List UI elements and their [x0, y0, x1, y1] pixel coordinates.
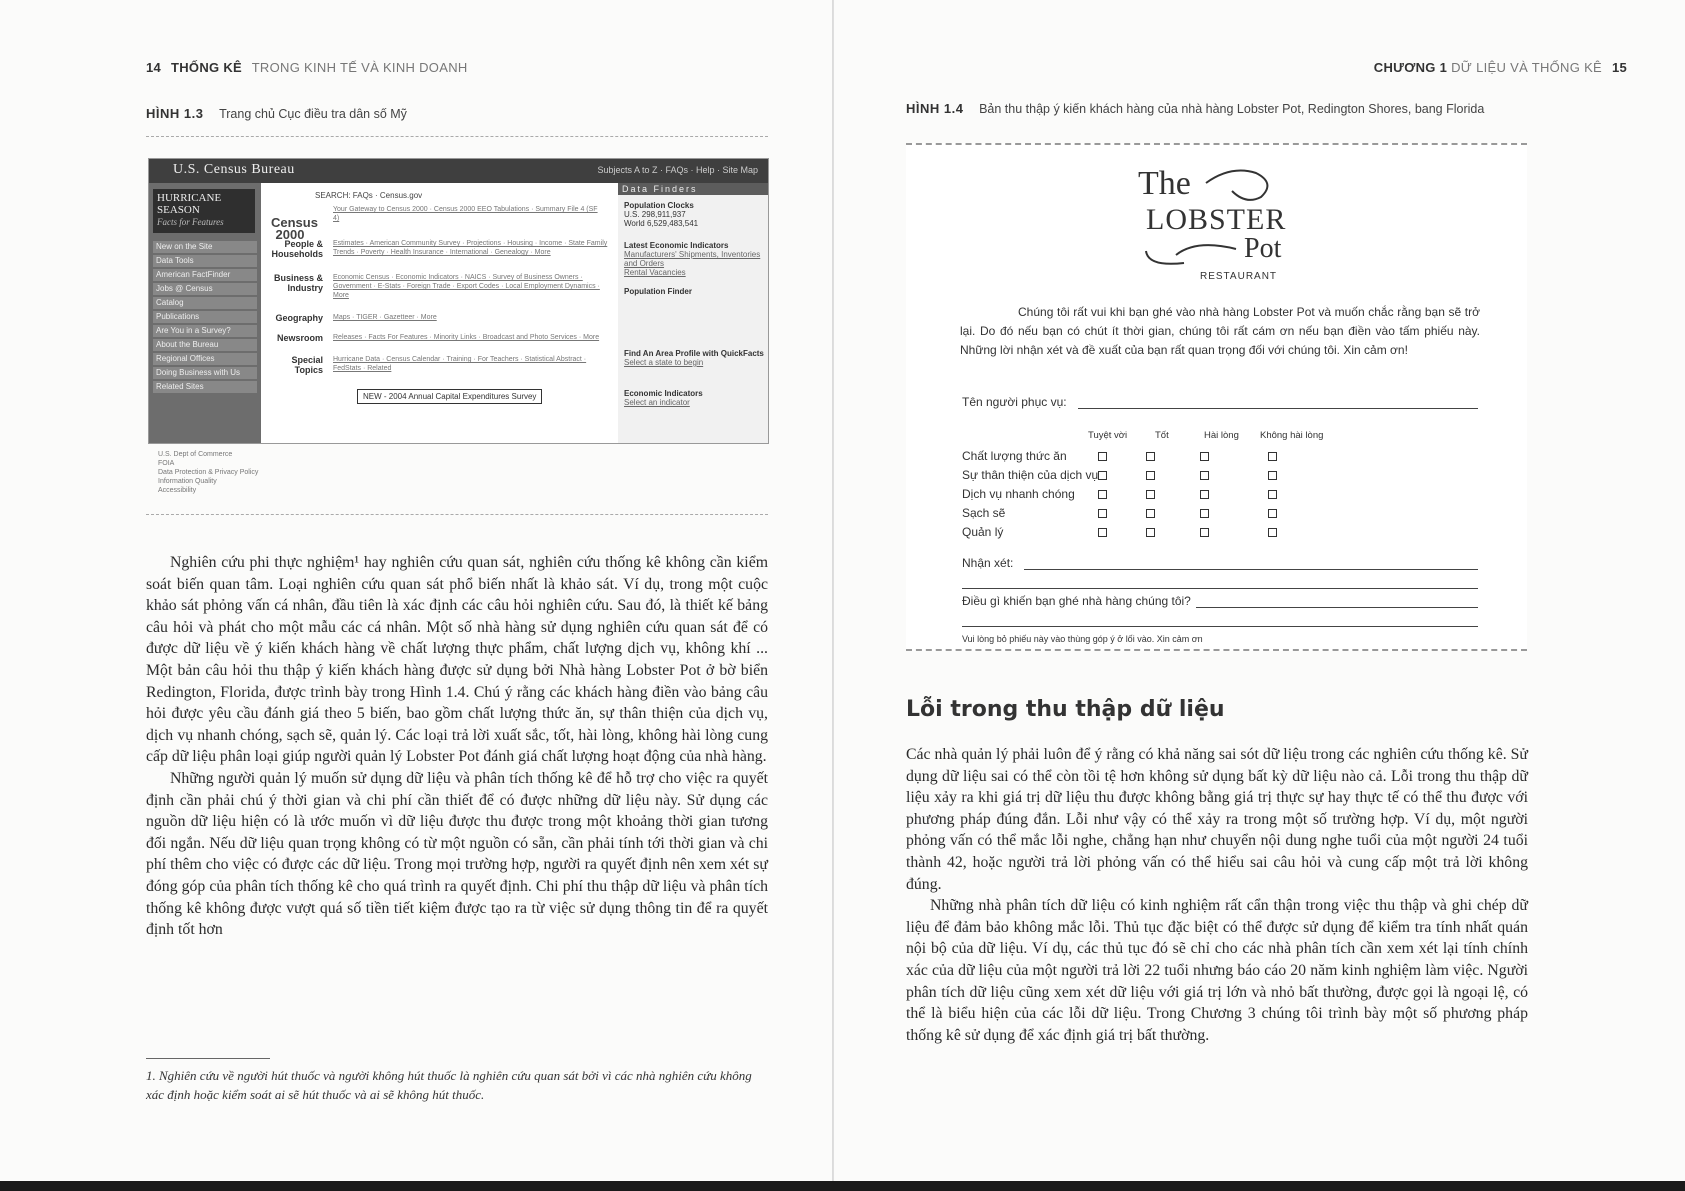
census-category-label-line: Newsroom: [276, 333, 323, 343]
census-category-label-line: Geography: [275, 313, 323, 323]
select-indicator-text: Select an indicator: [624, 398, 690, 407]
area-profile-title: Find An Area Profile with QuickFacts: [624, 349, 764, 358]
census-footer-link: FOIA: [158, 460, 175, 467]
rating-checkbox[interactable]: [1098, 528, 1107, 537]
visit-reason-line: [1196, 607, 1478, 608]
rating-header-unsatisfied: Không hài lòng: [1260, 430, 1324, 441]
census-left-sidebar: [149, 183, 261, 443]
census-footer-link: Accessibility: [158, 487, 197, 494]
census-left-link: Regional Offices: [153, 353, 257, 365]
footnote-rule: [146, 1058, 270, 1059]
right-running-head: [1368, 60, 1627, 75]
rating-checkbox[interactable]: [1268, 452, 1277, 461]
right-body-text: [906, 744, 1528, 1046]
criterion-cleanliness: Sạch sẽ: [962, 506, 1006, 520]
census-footer-link: U.S. Dept of Commerce: [158, 451, 233, 458]
population-finder: [624, 287, 764, 296]
left-head-title-bold: THỐNG KÊ: [170, 60, 242, 75]
right-page-number: 15: [1611, 60, 1627, 75]
hurricane-line-3: Facts for Features: [157, 217, 224, 227]
footnote: 1. Nghiên cứu về người hút thuốc và người không hút thuốc là nghiên cứu quan sát bởi vì các nhà nghiên cứu không xác định hoặc kiểm soát ai sẽ hút thuốc và ai sẽ không hút thuốc.: [146, 1068, 752, 1102]
scan-bottom-edge: [0, 1181, 1685, 1191]
criterion-speed: Dịch vụ nhanh chóng: [962, 487, 1075, 501]
criterion-food-quality: Chất lượng thức ăn: [962, 449, 1067, 463]
select-state-text: Select a state to begin: [624, 358, 704, 367]
lobster-pot-form: [906, 143, 1527, 651]
economic-indicators-finder: [624, 389, 764, 407]
left-page-number: 14: [146, 60, 162, 75]
census-category-label-line: Households: [271, 249, 323, 259]
rating-checkbox[interactable]: [1200, 509, 1209, 518]
census-footer-link: Data Protection & Privacy Policy: [158, 469, 259, 476]
figure-1-3-bottom-rule: [146, 514, 768, 515]
rating-checkbox[interactable]: [1098, 471, 1107, 480]
section-title: Lỗi trong thu thập dữ liệu: [906, 697, 1225, 722]
census-screenshot: [148, 158, 769, 444]
comments-line: [1024, 569, 1478, 570]
logo-pot: Pot: [1244, 233, 1282, 264]
population-us: U.S. 298,911,937: [624, 210, 686, 219]
area-profile-block: [624, 349, 764, 367]
economic-indicator-line: Rental Vacancies: [624, 268, 686, 277]
census-logo-line-1: Census: [271, 215, 318, 230]
census-main-content: [261, 183, 618, 443]
census-left-link: Data Tools: [153, 255, 257, 267]
rating-header-satisfied: Hài lòng: [1204, 430, 1239, 441]
census-header-title: U.S. Census Bureau: [173, 162, 295, 177]
server-name-line: [1078, 408, 1478, 409]
rating-checkbox[interactable]: [1098, 452, 1107, 461]
census-left-link: About the Bureau: [153, 339, 257, 351]
figure-1-4-label: HÌNH 1.4: [906, 101, 964, 116]
census-search-line: SEARCH: FAQs · Census.gov: [315, 191, 423, 200]
census-category-label: [265, 273, 323, 293]
census-category-links: Estimates · American Community Survey · Projections · Housing · Income · State Family Trends · Poverty · Health Insurance · International · Genealogy · More: [333, 240, 608, 256]
census-header-bar: [149, 159, 768, 183]
census-new-box: NEW - 2004 Annual Capital Expenditures Survey: [357, 389, 542, 404]
population-finder-title: Population Finder: [624, 287, 692, 296]
census-header-links: Subjects A to Z · FAQs · Help · Site Map: [597, 165, 758, 175]
census-category-label: [265, 313, 323, 323]
census-left-link: Related Sites: [153, 381, 257, 393]
logo-lobster: LOBSTER: [1146, 203, 1287, 236]
rating-checkbox[interactable]: [1146, 471, 1155, 480]
census-logo-line-2: 2000: [275, 227, 305, 242]
form-intro: [960, 303, 1480, 360]
hurricane-line-1: HURRICANE: [157, 192, 222, 204]
rating-checkbox[interactable]: [1146, 490, 1155, 499]
census-category-links: Maps · TIGER · Gazetteer · More: [333, 314, 437, 321]
server-name-label: Tên người phục vụ:: [962, 395, 1067, 409]
census-category-links: Hurricane Data · Census Calendar · Training · For Teachers · Statistical Abstract · FedStats · Related: [333, 356, 587, 372]
logo-the: The: [1138, 165, 1191, 202]
census-category-label: [265, 239, 323, 259]
comments-line-2: [962, 588, 1478, 589]
rating-checkbox[interactable]: [1098, 490, 1107, 499]
body-paragraph: Các nhà quản lý phải luôn để ý rằng có khả năng sai sót dữ liệu trong các nghiên cứu thống kê. Sử dụng dữ liệu sai có thể còn tồi tệ hơn không sử dụng bất kỳ dữ liệu nào cả. Lỗi trong thu thập dữ liệu xảy ra khi giá trị dữ liệu thu được không bằng giá trị thực sự hay thực tế có thể thu được với phương pháp đúng đắn. Lỗi như vậy có thể xảy ra trong một số trường hợp. Ví dụ, một người phỏng vấn có thể mắc lỗi nghe, chẳng hạn như chuyển nội dung nghe tuổi của một người 24 tuổi thành 42, hoặc người trả lời phỏng vấn có thể hiểu sai câu hỏi và cung cấp một trả lời không đúng.: [906, 746, 1528, 893]
census-left-link: Jobs @ Census: [153, 283, 257, 295]
census-2000-logo: [271, 215, 318, 242]
census-category-label: [265, 355, 323, 375]
rating-header-good: Tốt: [1155, 430, 1169, 441]
rating-checkbox[interactable]: [1098, 509, 1107, 518]
right-head-chapter: CHƯƠNG 1: [1373, 60, 1448, 75]
rating-checkbox[interactable]: [1200, 528, 1209, 537]
census-category-links: Releases · Facts For Features · Minority Links · Broadcast and Photo Services · More: [333, 334, 600, 341]
comments-label: Nhận xét:: [962, 556, 1014, 570]
census-left-link: Catalog: [153, 297, 257, 309]
left-running-head: [146, 60, 468, 75]
census-footer-link: Information Quality: [158, 478, 217, 485]
left-body-text: [146, 552, 768, 941]
census-category-label-line: Business &: [273, 273, 323, 283]
form-closing-note: Vui lòng bỏ phiếu này vào thùng góp ý ở lối vào. Xin cảm ơn: [962, 634, 1203, 644]
rating-checkbox[interactable]: [1268, 509, 1277, 518]
economic-indicators-title: Latest Economic Indicators: [624, 241, 729, 250]
census-category-label-line: People &: [284, 239, 323, 249]
census-right-header: Data Finders: [618, 183, 768, 195]
lobster-pot-logo: [1136, 163, 1306, 282]
rating-checkbox[interactable]: [1146, 452, 1155, 461]
figure-1-4-title: Bản thu thập ý kiến khách hàng của nhà hàng Lobster Pot, Redington Shores, bang Florida: [979, 102, 1485, 116]
census-left-link: American FactFinder: [153, 269, 257, 281]
census-left-link: New on the Site: [153, 241, 257, 253]
rating-checkbox[interactable]: [1200, 452, 1209, 461]
population-clocks-title: Population Clocks: [624, 201, 694, 210]
rating-checkbox[interactable]: [1268, 471, 1277, 480]
criterion-service-friendliness: Sự thân thiện của dịch vụ: [962, 468, 1099, 482]
figure-1-3-label: HÌNH 1.3: [146, 106, 204, 121]
right-head-title: DỮ LIỆU VÀ THỐNG KÊ: [1451, 60, 1603, 75]
economic-indicators-block: [624, 241, 764, 277]
census-category-label: [265, 333, 323, 343]
body-paragraph: Những nhà phân tích dữ liệu có kinh nghiệm rất cẩn thận trong việc thu thập và ghi chép dữ liệu để đảm bảo không mắc lỗi. Thủ tục đặc biệt có thể được sử dụng để kiểm tra tính nhất quán nội bộ của dữ liệu. Ví dụ, các thủ tục đó sẽ chỉ cho các nhà phân tích cần xem xét lại tính chính xác của dữ liệu của một người trả lời 22 tuổi nhưng báo cáo 20 năm kinh nghiệm làm việc. Người phân tích dữ liệu cũng xem xét dữ liệu với giá trị lớn và nhỏ bất thường, được gọi là ngoại lệ, có thể là biểu hiện của các lỗi dữ liệu. Trong Chương 3 chúng tôi trình bày một số phương pháp thống kê sử dụng để xác định giá trị bất thường.: [906, 897, 1528, 1044]
census-left-links: [153, 241, 257, 395]
logo-restaurant: RESTAURANT: [1200, 271, 1278, 282]
visit-reason-line-2: [962, 626, 1478, 627]
census-category-label-line: Industry: [287, 283, 323, 293]
body-paragraph: Những người quản lý muốn sử dụng dữ liệu và phân tích thống kê để hỗ trợ cho việc ra quyết định cần phải chú ý thời gian và chi phí cần thiết để có được những dữ liệu này. Sử dụng các nguồn dữ liệu hiện có là ước muốn vì dữ liệu được thu được trong một khoảng thời gian tương đối ngắn. Nếu dữ liệu quan trọng không có từ một nguồn có sẵn, cần phải tính tới thời gian và chi phí thêm cho việc có được các dữ liệu. Trong mọi trường hợp, người ra quyết định nên xem xét sự đóng góp của phân tích thống kê cho quá trình ra quyết định. Chi phí thu thập dữ liệu và phân tích thống kê không được vượt quá số tiền tiết kiệm được tạo ra từ việc sử dụng thông tin để ra quyết định tốt hơn: [146, 769, 768, 939]
hurricane-line-2: SEASON: [157, 204, 200, 216]
left-head-title-rest: TRONG KINH TẾ VÀ KINH DOANH: [251, 60, 468, 75]
population-clocks: [624, 201, 764, 228]
visit-reason-label: Điều gì khiến bạn ghé nhà hàng chúng tôi?: [962, 594, 1191, 608]
rating-checkbox[interactable]: [1268, 490, 1277, 499]
census-left-link: Publications: [153, 311, 257, 323]
census-left-link: Doing Business with Us: [153, 367, 257, 379]
population-world: World 6,529,483,541: [624, 219, 699, 228]
figure-1-3-caption: [146, 106, 407, 121]
figure-1-3-top-rule: [146, 136, 768, 137]
rating-checkbox[interactable]: [1268, 528, 1277, 537]
figure-1-4-caption: [906, 101, 1484, 116]
census-left-link: Are You in a Survey?: [153, 325, 257, 337]
census-category-links: Economic Census · Economic Indicators · NAICS · Survey of Business Owners · Government · E-Stats · Foreign Trade · Export Codes · Local Employment Dynamics · More: [333, 274, 600, 299]
rating-checkbox[interactable]: [1200, 471, 1209, 480]
census-category-label-line: Special: [291, 355, 323, 365]
economic-indicator-line: Manufacturers' Shipments, Inventories and Orders: [624, 250, 761, 268]
census-footer-links: [158, 450, 258, 495]
rating-checkbox[interactable]: [1146, 528, 1155, 537]
body-paragraph: Nghiên cứu phi thực nghiệm¹ hay nghiên cứu quan sát, nghiên cứu thống kê không cần kiểm soát biến quan tâm. Loại nghiên cứu quan sát phổ biến nhất là khảo sát. Ví dụ, trong một cuộc khảo sát phỏng vấn cá nhân, đầu tiên là xác định các câu hỏi nghiên cứu. Sau đó, là thiết kế bảng câu hỏi và phát cho một mẫu các cá nhân. Một số nhà hàng sử dụng nghiên cứu quan sát để có được dữ liệu về ý kiến khách hàng về chất lượng thực phẩm, chất lượng dịch vụ, không khí ... Một bản câu hỏi thu thập ý kiến khách hàng được sử dụng bởi Nhà hàng Lobster Pot ở bờ biển Redington, Florida, được trình bày trong Hình 1.4. Chú ý rằng các khách hàng điền vào bảng câu hỏi được yêu cầu đánh giá theo 5 biến, bao gồm chất lượng thức ăn, sự thân thiện của dịch vụ, dịch vụ nhanh chóng, sạch sẽ, quản lý. Các loại trả lời xuất sắc, tốt, hài lòng, không hài lòng cung cấp dữ liệu phân loại giúp người quản lý Lobster Pot đánh giá chất lượng hoạt động của nhà hàng.: [146, 554, 768, 766]
form-intro-text: Chúng tôi rất vui khi bạn ghé vào nhà hàng Lobster Pot và muốn chắc rằng bạn sẽ trở lại. Do đó nếu bạn có chút ít thời gian, chúng tôi rất cám ơn nếu bạn điền vào tấm phiếu này. Những lời nhận xét và đề xuất của bạn rất quan trọng đối với chúng tôi. Xin cảm ơn!: [960, 305, 1480, 357]
econ-indicators-finder-title: Economic Indicators: [624, 389, 703, 398]
census-category-label-line: Topics: [294, 365, 323, 375]
criterion-management: Quản lý: [962, 525, 1004, 539]
census-2000-links: Your Gateway to Census 2000 · Census 2000 EEO Tabulations · Summary File 4 (SF 4): [333, 206, 598, 222]
rating-checkbox[interactable]: [1146, 509, 1155, 518]
hurricane-banner: [153, 189, 255, 233]
rating-header-excellent: Tuyệt vời: [1088, 430, 1128, 441]
figure-1-3-title: Trang chủ Cục điều tra dân số Mỹ: [219, 107, 407, 121]
left-page: [0, 0, 832, 1180]
census-right-sidebar: [618, 183, 768, 443]
rating-checkbox[interactable]: [1200, 490, 1209, 499]
